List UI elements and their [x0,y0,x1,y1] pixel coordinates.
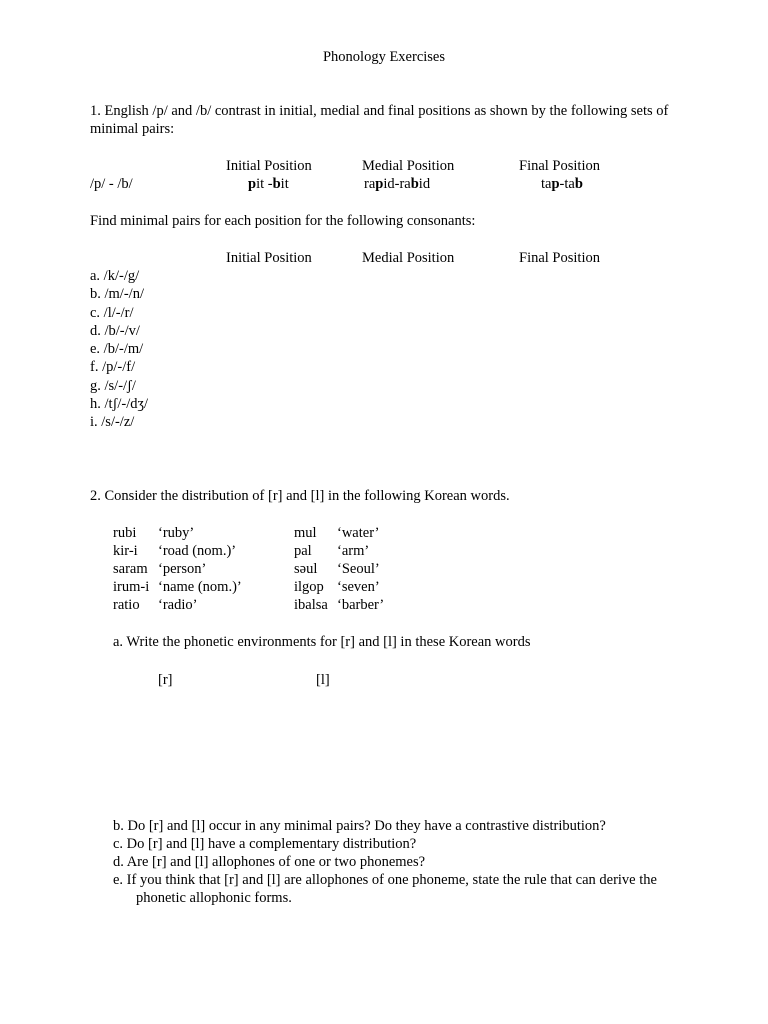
korean-word: kir-i [113,543,138,559]
list-item: b. /m/-/n/ [90,286,144,303]
korean-word: saram [113,561,148,577]
word-row [294,524,384,542]
q1-header-final: Final Position [519,158,600,174]
q1-header2-medial: Medial Position [362,250,455,266]
q2-questions [113,817,657,907]
q2-prompt: 2. Consider the distribution of [r] and [l] in the following Korean words. [90,488,510,504]
korean-word: ratio [113,597,140,613]
q1-example-label: /p/ - /b/ [90,176,133,192]
word-row [113,578,242,596]
korean-word: səul [294,561,318,577]
gloss: ‘barber’ [337,597,385,613]
q2-part-a: a. Write the phonetic environments for [r] and [l] in these Korean words [113,634,531,650]
q1-prompt: 1. English /p/ and /b/ contrast in initial, medial and final positions as shown by the following sets of minimal pairs: [90,103,669,137]
gloss: ‘road (nom.)’ [158,543,237,559]
word-row [294,560,384,578]
list-item: i. /s/-/z/ [90,414,135,431]
list-item: d. Are [r] and [l] allophones of one or two phonemes? [113,854,426,870]
list-item: a. /k/-/g/ [90,268,140,284]
gloss: ‘radio’ [158,597,198,613]
q1-example-initial: pit -bit [248,176,289,192]
q1-example-final: tap-tab [541,176,583,192]
q1-instruction: Find minimal pairs for each position for the following consonants: [90,213,476,229]
list-item-continuation: phonetic allophonic forms. [136,890,292,906]
q1-header2-final: Final Position [519,250,600,266]
word-row [294,542,384,560]
list-item: g. /s/-/ʃ/ [90,377,136,394]
q2-words-left-col [113,524,242,614]
q1-header-medial: Medial Position [362,158,455,174]
gloss: ‘arm’ [337,543,370,559]
q1-example-medial: rapid-rabid [364,176,431,192]
list-item: d. /b/-/v/ [90,322,140,339]
gloss: ‘Seoul’ [337,561,380,577]
q1-consonant-list [90,267,148,432]
korean-word: mul [294,525,317,541]
list-item: h. /tʃ/-/dʒ/ [90,396,148,413]
q1-header2-initial: Initial Position [226,250,312,266]
word-row [113,524,242,542]
word-row [294,596,384,614]
gloss: ‘person’ [158,561,207,577]
gloss: ‘water’ [337,525,380,541]
gloss: ‘ruby’ [158,525,195,541]
word-row [294,578,384,596]
gloss: ‘name (nom.)’ [158,579,242,595]
korean-word: rubi [113,525,137,541]
list-item: c. Do [r] and [l] have a complementary distribution? [113,836,417,852]
list-item: e. If you think that [r] and [l] are allophones of one phoneme, state the rule that can derive the [113,872,657,888]
q2-words-right-col [294,524,384,614]
korean-word: irum-i [113,579,150,595]
list-item: b. Do [r] and [l] occur in any minimal pairs? Do they have a contrastive distribution? [113,818,606,834]
q2-env-l-label: [l] [316,672,330,688]
gloss: ‘seven’ [337,579,380,595]
korean-word: ibalsa [294,597,328,613]
korean-word: pal [294,543,312,559]
list-item: f. /p/-/f/ [90,359,136,376]
word-row [113,560,242,578]
page-title: Phonology Exercises [322,49,446,65]
list-item: e. /b/-/m/ [90,341,144,358]
word-row [113,596,242,614]
q1-header-initial: Initial Position [226,158,312,174]
list-item: c. /l/-/r/ [90,304,134,321]
word-row [113,542,242,560]
q2-env-r-label: [r] [158,672,173,688]
korean-word: ilgop [294,579,324,595]
